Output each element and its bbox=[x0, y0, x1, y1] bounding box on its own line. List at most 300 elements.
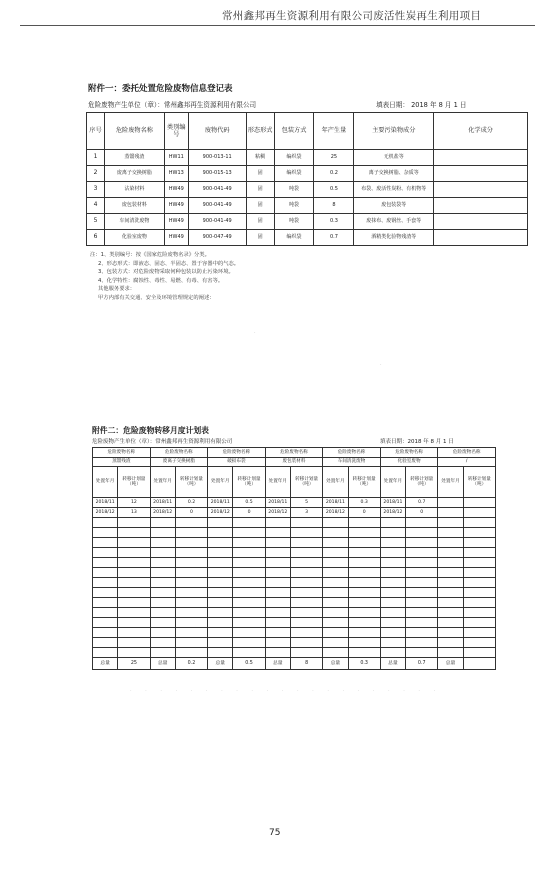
table2-cell bbox=[406, 588, 438, 598]
table2-cell bbox=[380, 638, 405, 648]
table1-header-cell: 序号 bbox=[87, 113, 105, 150]
table2-cell bbox=[93, 648, 118, 658]
table2-cell: 0 bbox=[175, 508, 207, 518]
table2-cell bbox=[175, 558, 207, 568]
table2-cell bbox=[233, 638, 265, 648]
table1-cell: HW11 bbox=[164, 150, 188, 166]
table1-header-cell: 危险废物名称 bbox=[104, 113, 164, 150]
table2-cell: 2018/12 bbox=[150, 508, 175, 518]
table2-waste-name: 废离子交换树脂 bbox=[150, 458, 208, 467]
table2-cell bbox=[463, 518, 495, 528]
table2-cell bbox=[93, 558, 118, 568]
table2-cell bbox=[93, 588, 118, 598]
table1-row bbox=[87, 214, 528, 230]
table2-cell bbox=[380, 548, 405, 558]
table2-cell bbox=[175, 538, 207, 548]
table2-cell bbox=[438, 608, 463, 618]
table2-cell bbox=[290, 538, 322, 548]
table2-cell bbox=[406, 598, 438, 608]
table1-cell: 车间清洗废物 bbox=[104, 214, 164, 230]
table2-cell bbox=[380, 618, 405, 628]
table2-cell: 2018/12 bbox=[265, 508, 290, 518]
table2-cell bbox=[118, 528, 150, 538]
table2-cell bbox=[150, 538, 175, 548]
note-line: 4、化学特性：腐蚀性、毒性、易燃、有毒、有害等。 bbox=[98, 277, 224, 284]
table2-cell bbox=[438, 558, 463, 568]
table1-cell: 废离子交换树脂 bbox=[104, 166, 164, 182]
appendix2-title: 附件二：危险废物转移月度计划表 bbox=[92, 426, 209, 435]
table1-cell: HW13 bbox=[164, 166, 188, 182]
table2-cell bbox=[150, 558, 175, 568]
appendix1-meta bbox=[88, 99, 468, 109]
table2-month-header: 处置年月 bbox=[438, 467, 463, 498]
table2-cell bbox=[348, 588, 380, 598]
table2-cell bbox=[233, 648, 265, 658]
table2-cell bbox=[118, 608, 150, 618]
table2-totals-row bbox=[93, 658, 496, 670]
table2-cell bbox=[348, 528, 380, 538]
table2-cell: 2018/11 bbox=[380, 498, 405, 508]
table1-cell: HW49 bbox=[164, 230, 188, 246]
table2-empty-row bbox=[93, 628, 496, 638]
table1-cell: 固 bbox=[246, 214, 274, 230]
table2-cell bbox=[463, 498, 495, 508]
table2-cell bbox=[150, 528, 175, 538]
table2-cell bbox=[323, 518, 348, 528]
table2-total-value: 25 bbox=[118, 658, 150, 670]
table2-cell: 0.7 bbox=[406, 498, 438, 508]
table2-cell: 2018/12 bbox=[380, 508, 405, 518]
table2-month-header: 处置年月 bbox=[93, 467, 118, 498]
table2-cell bbox=[208, 558, 233, 568]
table1-cell: HW49 bbox=[164, 198, 188, 214]
table2-total-value: 0.3 bbox=[348, 658, 380, 670]
scan-speck: · bbox=[380, 362, 382, 368]
table2-cell bbox=[380, 588, 405, 598]
table2-empty-row bbox=[93, 518, 496, 528]
table1-row bbox=[87, 198, 528, 214]
table2-cell bbox=[406, 648, 438, 658]
table2-cell bbox=[93, 548, 118, 558]
table2-cell bbox=[323, 608, 348, 618]
table2-cell bbox=[406, 628, 438, 638]
table1-cell: 编织袋 bbox=[274, 166, 314, 182]
table2-cell bbox=[348, 608, 380, 618]
table2-cell bbox=[323, 648, 348, 658]
table2-cell bbox=[265, 558, 290, 568]
table2-cell bbox=[380, 648, 405, 658]
table2-cell bbox=[208, 618, 233, 628]
table2-cell bbox=[93, 578, 118, 588]
table2-cell bbox=[438, 638, 463, 648]
table2-month-header: 处置年月 bbox=[208, 467, 233, 498]
table2-cell: 2018/11 bbox=[323, 498, 348, 508]
table2-cell bbox=[463, 618, 495, 628]
table1-cell: 900-041-49 bbox=[188, 198, 246, 214]
appendix1-producer: 危险废物产生单位（章）：常州鑫邦再生资源利用有限公司 bbox=[88, 101, 257, 109]
table2-cell bbox=[208, 548, 233, 558]
table1-header-cell: 主要污染物成分 bbox=[354, 113, 434, 150]
table2-cell bbox=[380, 608, 405, 618]
table2-empty-row bbox=[93, 618, 496, 628]
table1-row bbox=[87, 166, 528, 182]
table1-cell: 0.2 bbox=[314, 166, 354, 182]
table2-cell bbox=[93, 638, 118, 648]
table2-cell bbox=[265, 608, 290, 618]
table2-empty-row bbox=[93, 568, 496, 578]
table2-cell bbox=[438, 588, 463, 598]
note-line: 甲方内部有关交通、安全及环境管理规定的阐述： bbox=[98, 294, 215, 301]
table1-header-cell: 年产生量 bbox=[314, 113, 354, 150]
table1-cell: 废包装袋等 bbox=[354, 198, 434, 214]
table2-cell: 0 bbox=[348, 508, 380, 518]
table2-cell bbox=[175, 618, 207, 628]
table2-cell: 3 bbox=[290, 508, 322, 518]
table2-cell bbox=[150, 598, 175, 608]
table2-cell bbox=[93, 528, 118, 538]
table2-cell: 2018/11 bbox=[265, 498, 290, 508]
table2-total-value: 0.5 bbox=[233, 658, 265, 670]
table2-cell bbox=[438, 498, 463, 508]
table1-cell: 900-015-13 bbox=[188, 166, 246, 182]
table2-cell bbox=[438, 568, 463, 578]
table1-cell: HW49 bbox=[164, 182, 188, 198]
table1-cell: 固 bbox=[246, 166, 274, 182]
table1-cell: 6 bbox=[87, 230, 105, 246]
table2-total-label: 总量 bbox=[380, 658, 405, 670]
table1-header-cell: 形态形式 bbox=[246, 113, 274, 150]
table2-names-row bbox=[93, 458, 496, 467]
table2-plan-header: 转移计划量（吨） bbox=[463, 467, 495, 498]
table2-cell bbox=[208, 648, 233, 658]
table2-cell bbox=[463, 588, 495, 598]
table2-cell bbox=[348, 568, 380, 578]
table2-cell bbox=[406, 608, 438, 618]
table2-cell bbox=[265, 568, 290, 578]
table2-cell bbox=[406, 528, 438, 538]
table2-cell bbox=[406, 568, 438, 578]
table2-cell bbox=[406, 578, 438, 588]
table2-cell bbox=[175, 638, 207, 648]
table2-cell bbox=[150, 608, 175, 618]
table2-cell bbox=[118, 548, 150, 558]
table2-cell bbox=[118, 588, 150, 598]
table2-cell: 0 bbox=[233, 508, 265, 518]
table1-header-row bbox=[87, 113, 528, 150]
table2-month-header: 处置年月 bbox=[150, 467, 175, 498]
table2-cell bbox=[150, 568, 175, 578]
table2-cell: 0.2 bbox=[175, 498, 207, 508]
table2-plan-header: 转移计划量（吨） bbox=[175, 467, 207, 498]
table2-cell bbox=[380, 628, 405, 638]
table2-cell bbox=[93, 518, 118, 528]
table2-empty-row bbox=[93, 558, 496, 568]
table2-cell bbox=[463, 548, 495, 558]
table2-total-value: 0.2 bbox=[175, 658, 207, 670]
table2-cell bbox=[290, 618, 322, 628]
table2-cell bbox=[93, 568, 118, 578]
table2-cell bbox=[323, 618, 348, 628]
table2-cell bbox=[348, 548, 380, 558]
table1-cell: 粘稠 bbox=[246, 150, 274, 166]
table1-cell: 固 bbox=[246, 230, 274, 246]
table2-cell bbox=[438, 618, 463, 628]
table2-cell bbox=[175, 578, 207, 588]
table2-month-header: 处置年月 bbox=[380, 467, 405, 498]
note-line: 3、包装方式：对危险废物采取何种包装以防止污染环境。 bbox=[98, 269, 234, 276]
table2-total-value bbox=[463, 658, 495, 670]
table2-cell bbox=[175, 628, 207, 638]
table1-cell: 900-041-49 bbox=[188, 182, 246, 198]
table2-cell bbox=[438, 518, 463, 528]
table2-group-cell: 危险废物名称 bbox=[150, 448, 208, 458]
document-header: 常州鑫邦再生资源利用有限公司废活性炭再生利用项目 bbox=[222, 10, 482, 22]
table2-cell bbox=[175, 598, 207, 608]
table2-cell bbox=[118, 538, 150, 548]
table2-cell bbox=[118, 638, 150, 648]
table2-cell bbox=[463, 538, 495, 548]
table1-cell bbox=[434, 214, 528, 230]
table1-cell: 固 bbox=[246, 182, 274, 198]
table2-cell bbox=[380, 558, 405, 568]
table2-cell bbox=[323, 548, 348, 558]
table1-cell: 0.3 bbox=[314, 214, 354, 230]
monthly-transfer-plan-table bbox=[92, 447, 496, 670]
table2-cell bbox=[208, 638, 233, 648]
table2-cell: 0.3 bbox=[348, 498, 380, 508]
table2-cell bbox=[175, 588, 207, 598]
table2-cell bbox=[323, 538, 348, 548]
table2-cell bbox=[233, 538, 265, 548]
table2-row bbox=[93, 508, 496, 518]
table2-group-cell: 危险废物名称 bbox=[438, 448, 496, 458]
table2-cell bbox=[118, 558, 150, 568]
table2-plan-header: 转移计划量（吨） bbox=[406, 467, 438, 498]
table2-cell bbox=[290, 588, 322, 598]
table2-cell bbox=[323, 528, 348, 538]
table2-cell bbox=[290, 518, 322, 528]
table2-cell bbox=[463, 648, 495, 658]
table2-empty-row bbox=[93, 648, 496, 658]
table2-cell bbox=[438, 508, 463, 518]
table2-cell bbox=[175, 518, 207, 528]
table2-cell bbox=[265, 638, 290, 648]
table2-row bbox=[93, 498, 496, 508]
table2-cell bbox=[406, 558, 438, 568]
table1-cell: 900-047-49 bbox=[188, 230, 246, 246]
table1-row bbox=[87, 230, 528, 246]
table1-cell: 酒精类化验物残渣等 bbox=[354, 230, 434, 246]
table2-plan-header: 转移计划量（吨） bbox=[348, 467, 380, 498]
table1-cell bbox=[434, 198, 528, 214]
table2-cell bbox=[265, 618, 290, 628]
table2-cell bbox=[208, 628, 233, 638]
table1-cell: 无机盐等 bbox=[354, 150, 434, 166]
table2-cell bbox=[348, 578, 380, 588]
table2-cell: 2018/12 bbox=[208, 508, 233, 518]
table2-group-cell: 危险废物名称 bbox=[380, 448, 438, 458]
table2-cell bbox=[348, 648, 380, 658]
table2-cell: 2018/11 bbox=[150, 498, 175, 508]
table1-cell: 沾染材料 bbox=[104, 182, 164, 198]
table2-cell bbox=[233, 608, 265, 618]
note-line: 其他服务要求： bbox=[98, 286, 136, 293]
appendix2-producer: 危险废物产生单位（章）：常州鑫邦再生资源利用有限公司 bbox=[92, 439, 233, 445]
table2-cell bbox=[175, 648, 207, 658]
table1-cell: 废抹布、废钢丝、手套等 bbox=[354, 214, 434, 230]
table1-cell: 1 bbox=[87, 150, 105, 166]
table2-group-cell: 危险废物名称 bbox=[208, 448, 266, 458]
table2-month-header: 处置年月 bbox=[265, 467, 290, 498]
table2-cell bbox=[380, 568, 405, 578]
table2-cell bbox=[463, 578, 495, 588]
table1-cell: 布袋、废活性炭粉、有机物等 bbox=[354, 182, 434, 198]
table2-cell bbox=[290, 638, 322, 648]
table2-cell bbox=[208, 568, 233, 578]
table2-cell bbox=[438, 578, 463, 588]
appendix1-title: 附件一：委托处置危险废物信息登记表 bbox=[88, 84, 233, 94]
page-number: 75 bbox=[269, 828, 281, 838]
table2-cell bbox=[118, 628, 150, 638]
table2-cell bbox=[380, 578, 405, 588]
table2-cell bbox=[150, 548, 175, 558]
table2-cell bbox=[323, 638, 348, 648]
table1-cell: 900-041-49 bbox=[188, 214, 246, 230]
table2-cell bbox=[290, 558, 322, 568]
table2-cell bbox=[290, 528, 322, 538]
table2-cell bbox=[348, 518, 380, 528]
table2-cell bbox=[438, 628, 463, 638]
table1-cell: 编织袋 bbox=[274, 150, 314, 166]
table2-waste-name: 废包装材料 bbox=[265, 458, 323, 467]
table2-cell bbox=[323, 598, 348, 608]
table2-empty-row bbox=[93, 578, 496, 588]
table1-header-cell: 类别编号 bbox=[164, 113, 188, 150]
table2-empty-row bbox=[93, 598, 496, 608]
table2-cell bbox=[463, 558, 495, 568]
table2-cell bbox=[208, 578, 233, 588]
table2-cell bbox=[93, 538, 118, 548]
table2-cell bbox=[323, 588, 348, 598]
table2-cell: 2018/12 bbox=[323, 508, 348, 518]
table1-cell: 蒸馏残渣 bbox=[104, 150, 164, 166]
note-line: 注：1、类别编号：按《国家危险废物名录》分类。 bbox=[90, 252, 210, 258]
table2-cell bbox=[323, 568, 348, 578]
table2-cell: 2018/11 bbox=[208, 498, 233, 508]
scan-noise: · · · · · · · · · · · · · · · · · · · · · bbox=[130, 688, 442, 694]
table2-cell bbox=[438, 648, 463, 658]
table2-cell bbox=[290, 548, 322, 558]
table2-cell bbox=[290, 608, 322, 618]
table2-cell bbox=[233, 518, 265, 528]
table2-subheader-row bbox=[93, 467, 496, 498]
table2-cell bbox=[463, 628, 495, 638]
table2-cell bbox=[290, 598, 322, 608]
table2-cell bbox=[463, 568, 495, 578]
table1-header-cell: 化学成分 bbox=[434, 113, 528, 150]
table1-cell: 900-013-11 bbox=[188, 150, 246, 166]
table2-group-cell: 危险废物名称 bbox=[265, 448, 323, 458]
table2-cell bbox=[208, 588, 233, 598]
scan-speck: · bbox=[254, 330, 256, 336]
table2-cell bbox=[233, 558, 265, 568]
table1-cell: 3 bbox=[87, 182, 105, 198]
table2-cell bbox=[208, 518, 233, 528]
table2-cell bbox=[380, 528, 405, 538]
table2-cell bbox=[380, 518, 405, 528]
table2-cell bbox=[438, 548, 463, 558]
table2-cell bbox=[118, 618, 150, 628]
table2-cell bbox=[233, 628, 265, 638]
table2-empty-row bbox=[93, 588, 496, 598]
table1-cell: 25 bbox=[314, 150, 354, 166]
table2-cell bbox=[150, 578, 175, 588]
table2-cell: 0.5 bbox=[233, 498, 265, 508]
table1-cell: 吨袋 bbox=[274, 198, 314, 214]
table1-cell bbox=[434, 182, 528, 198]
table2-cell: 5 bbox=[290, 498, 322, 508]
table2-cell bbox=[406, 538, 438, 548]
table1-cell: 化验室废物 bbox=[104, 230, 164, 246]
table2-cell: 2018/12 bbox=[93, 508, 118, 518]
table2-cell bbox=[175, 568, 207, 578]
table2-cell bbox=[290, 578, 322, 588]
table2-cell bbox=[265, 598, 290, 608]
table2-waste-name: / bbox=[438, 458, 496, 467]
table2-cell bbox=[150, 638, 175, 648]
table1-cell: 吨袋 bbox=[274, 182, 314, 198]
table2-waste-name: 破损布袋 bbox=[208, 458, 266, 467]
table2-cell bbox=[233, 578, 265, 588]
table2-cell bbox=[93, 618, 118, 628]
table2-total-label: 总量 bbox=[93, 658, 118, 670]
table2-cell bbox=[93, 608, 118, 618]
table2-cell bbox=[233, 568, 265, 578]
table1-header-cell: 废物代码 bbox=[188, 113, 246, 150]
table1-cell: 编织袋 bbox=[274, 230, 314, 246]
header-rule bbox=[20, 25, 535, 26]
table1-header-cell: 包装方式 bbox=[274, 113, 314, 150]
table2-cell: 2018/11 bbox=[93, 498, 118, 508]
table2-cell bbox=[118, 648, 150, 658]
table2-cell bbox=[380, 598, 405, 608]
appendix1-notes bbox=[90, 251, 239, 303]
table2-cell bbox=[118, 568, 150, 578]
appendix1-fill-date: 填表日期： 2018 年 8 月 1 日 bbox=[376, 101, 467, 109]
table1-row bbox=[87, 150, 528, 166]
table2-cell bbox=[463, 638, 495, 648]
table1-cell: 废包装材料 bbox=[104, 198, 164, 214]
table2-group-row bbox=[93, 448, 496, 458]
appendix2-fill-date: 填表日期：2018 年 8 月 1 日 bbox=[380, 439, 454, 445]
table1-cell: 5 bbox=[87, 214, 105, 230]
table2-cell bbox=[290, 648, 322, 658]
table2-waste-name: 蒸馏残渣 bbox=[93, 458, 151, 467]
table2-cell bbox=[265, 578, 290, 588]
note-line: 2、形态形式：即液态、固态、半固态、置于容器中的气态。 bbox=[98, 260, 240, 267]
table2-empty-row bbox=[93, 608, 496, 618]
table1-cell bbox=[434, 166, 528, 182]
table2-group-cell: 危险废物名称 bbox=[93, 448, 151, 458]
table2-cell bbox=[265, 518, 290, 528]
table2-cell bbox=[463, 608, 495, 618]
table2-cell bbox=[265, 538, 290, 548]
table2-cell bbox=[348, 538, 380, 548]
table2-cell bbox=[233, 588, 265, 598]
table2-cell bbox=[406, 618, 438, 628]
table2-cell bbox=[265, 648, 290, 658]
table2-total-label: 总量 bbox=[265, 658, 290, 670]
